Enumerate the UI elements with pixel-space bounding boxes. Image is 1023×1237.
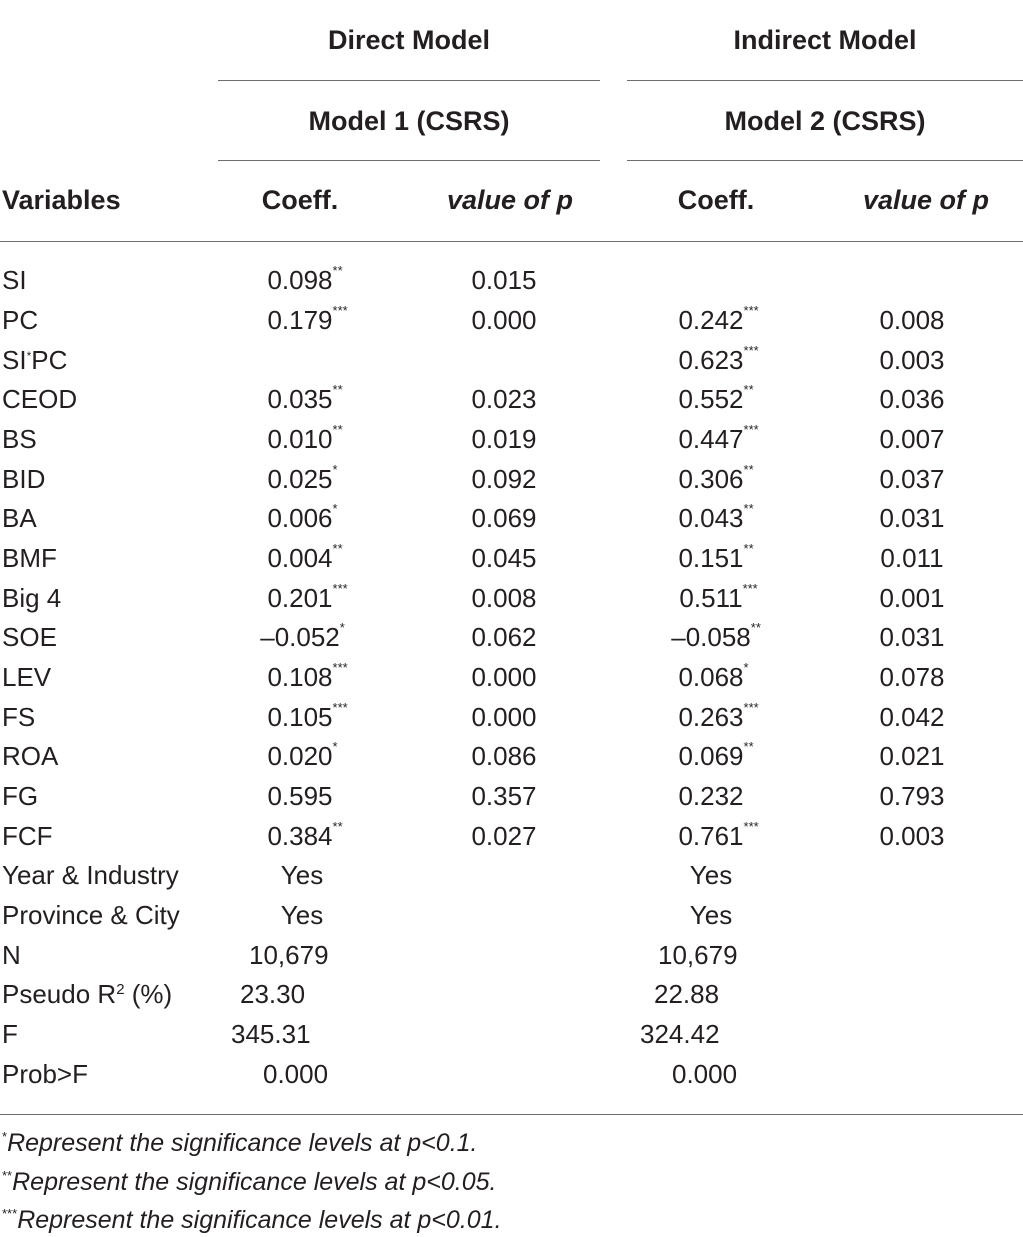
pvalue2-cell: 0.078 [879, 662, 945, 692]
table-row [0, 979, 1023, 1019]
table-row [0, 622, 1023, 662]
coeff2-cell: Yes [689, 860, 733, 890]
table-row [0, 781, 1023, 821]
significance-stars: ** [332, 382, 343, 397]
footnote: ***Represent the significance levels at p<0.01. [2, 1206, 502, 1234]
variables-header: Variables [2, 185, 121, 215]
coeff1-cell: Yes [280, 900, 324, 930]
pvalue1-cell: 0.023 [471, 384, 537, 414]
pvalue1-cell: 0.069 [471, 503, 537, 533]
footnote: **Represent the significance levels at p<0.05. [2, 1168, 497, 1196]
significance-stars: *** [743, 422, 759, 437]
coeff2-cell: 0.306 ** [678, 462, 754, 494]
significance-stars: * [332, 501, 338, 516]
table-row [0, 900, 1023, 940]
coeff2-cell: 0.151 ** [678, 541, 754, 573]
coeff2-cell: 0.000 [672, 1059, 738, 1089]
model2-rule [627, 160, 1023, 161]
significance-stars: * [332, 462, 338, 477]
variable-name: LEV [2, 662, 52, 692]
coeff2-cell: 0.761 *** [678, 819, 759, 851]
significance-stars: *** [332, 581, 348, 596]
variable-name: FS [2, 702, 36, 732]
variable-name: SI*PC [2, 345, 68, 375]
table-row [0, 265, 1023, 305]
coeff1-cell: 0.201 *** [267, 581, 348, 613]
pvalue2-cell: 0.011 [880, 543, 944, 573]
pvalue1-cell: 0.045 [471, 543, 537, 573]
variable-name: SOE [2, 622, 57, 652]
significance-stars: *** [332, 303, 348, 318]
coeff2-cell: 0.068 * [678, 660, 749, 692]
coeff1-cell: 0.020 * [267, 739, 338, 771]
coeff1-cell: –0.052 * [260, 620, 345, 652]
table-row [0, 702, 1023, 742]
coeff1-cell: 0.006 * [267, 501, 338, 533]
table-row [0, 543, 1023, 583]
variable-name: Pseudo $R^2$ (%) [2, 979, 173, 1009]
significance-stars: *** [743, 303, 759, 318]
table-row [0, 662, 1023, 702]
pvalue1-cell: 0.015 [471, 265, 537, 295]
variable-name: BS [2, 424, 37, 454]
table-row [0, 384, 1023, 424]
variable-name: Year & Industry [2, 860, 179, 890]
pvalue1-cell: 0.027 [471, 821, 537, 851]
coeff1-cell: 0.098 ** [267, 263, 343, 295]
table-row [0, 424, 1023, 464]
coeff1-cell: 345.31 [231, 1019, 311, 1049]
table-row [0, 860, 1023, 900]
significance-stars: *** [332, 700, 348, 715]
coeff2-cell: Yes [689, 900, 733, 930]
table-row [0, 464, 1023, 504]
model2-header: Model 2 (CSRS) [724, 106, 926, 136]
table-row [0, 345, 1023, 385]
variable-name: F [2, 1019, 18, 1049]
table-row [0, 1059, 1023, 1099]
pvalue2-cell: 0.003 [879, 821, 945, 851]
coeff1-cell: 10,679 [249, 940, 329, 970]
pvalue1-header: value of p [446, 185, 574, 215]
coeff1-cell: Yes [280, 860, 324, 890]
significance-stars: * [332, 739, 338, 754]
direct-model-header: Direct Model [327, 25, 491, 55]
table-bottom-rule [0, 1114, 1023, 1115]
pvalue1-cell: 0.000 [471, 662, 537, 692]
pvalue2-cell: 0.031 [879, 622, 945, 652]
pvalue2-cell: 0.037 [879, 464, 945, 494]
table-row [0, 583, 1023, 623]
coeff2-header: Coeff. [677, 185, 755, 215]
significance-stars: ** [332, 422, 343, 437]
pvalue2-cell: 0.036 [879, 384, 945, 414]
significance-stars: ** [743, 501, 754, 516]
pvalue1-cell: 0.000 [471, 305, 537, 335]
coeff2-cell: 10,679 [658, 940, 738, 970]
coeff2-cell: 22.88 [654, 979, 720, 1009]
footnote: *Represent the significance levels at p<0.1. [2, 1129, 478, 1157]
coeff2-cell: 0.069 ** [678, 739, 754, 771]
pvalue1-cell: 0.086 [471, 741, 537, 771]
header-bottom-rule [0, 241, 1023, 242]
variable-name: Big 4 [2, 583, 62, 613]
significance-stars: ** [743, 462, 754, 477]
variable-name: FG [2, 781, 39, 811]
coeff1-cell: 0.595 [267, 781, 333, 811]
variable-name: Province & City [2, 900, 180, 930]
coeff2-cell: 0.552 ** [678, 382, 754, 414]
significance-stars: ** [332, 819, 343, 834]
coeff1-cell: 0.004 ** [267, 541, 343, 573]
table-row [0, 503, 1023, 543]
table-row [0, 821, 1023, 861]
coeff2-cell: 0.242 *** [678, 303, 759, 335]
variable-name: FCF [2, 821, 53, 851]
pvalue2-cell: 0.021 [879, 741, 945, 771]
indirect-model-header: Indirect Model [733, 25, 917, 55]
variable-name: CEOD [2, 384, 78, 414]
coeff2-cell: 0.511 *** [679, 581, 758, 613]
pvalue2-header: value of p [862, 185, 990, 215]
significance-stars: ** [743, 382, 754, 397]
pvalue1-cell: 0.000 [471, 702, 537, 732]
significance-stars: *** [743, 819, 759, 834]
pvalue1-cell: 0.019 [471, 424, 537, 454]
coeff2-cell: 0.263 *** [678, 700, 759, 732]
table-row [0, 940, 1023, 980]
coeff1-cell: 0.384 ** [267, 819, 343, 851]
table-row [0, 741, 1023, 781]
pvalue2-cell: 0.007 [879, 424, 945, 454]
indirect-model-rule [627, 80, 1023, 81]
pvalue2-cell: 0.793 [879, 781, 945, 811]
variable-name: N [2, 940, 21, 970]
coeff1-cell: 0.000 [263, 1059, 329, 1089]
pvalue2-cell: 0.003 [879, 345, 945, 375]
coeff1-cell: 0.010 ** [267, 422, 343, 454]
pvalue1-cell: 0.092 [471, 464, 537, 494]
significance-stars: *** [332, 660, 348, 675]
coeff1-cell: 0.105 *** [267, 700, 348, 732]
variable-name: BA [2, 503, 37, 533]
coeff2-cell: 0.043 ** [678, 501, 754, 533]
table-row [0, 305, 1023, 345]
coeff2-cell: 0.447 *** [678, 422, 759, 454]
variable-name: Prob>F [2, 1059, 88, 1089]
significance-stars: *** [743, 700, 759, 715]
pvalue1-cell: 0.008 [471, 583, 537, 613]
significance-stars: ** [750, 620, 761, 635]
pvalue2-cell: 0.042 [879, 702, 945, 732]
variable-name: SI [2, 265, 27, 295]
direct-model-rule [218, 80, 600, 81]
significance-stars: * [743, 660, 749, 675]
coeff2-cell: –0.058 ** [671, 620, 761, 652]
coeff2-cell: 0.623 *** [678, 343, 759, 375]
significance-stars: ** [332, 541, 343, 556]
coeff1-header: Coeff. [261, 185, 339, 215]
coeff1-cell: 0.179 *** [267, 303, 348, 335]
pvalue2-cell: 0.001 [879, 583, 945, 613]
variable-name: BMF [2, 543, 57, 573]
significance-stars: *** [742, 581, 758, 596]
coeff1-cell: 0.035 ** [267, 382, 343, 414]
pvalue1-cell: 0.357 [471, 781, 537, 811]
significance-stars: ** [743, 541, 754, 556]
coeff1-cell: 0.108 *** [267, 660, 348, 692]
coeff2-cell: 0.232 [678, 781, 744, 811]
variable-name: PC [2, 305, 39, 335]
coeff1-cell: 0.025 * [267, 462, 338, 494]
variable-name: BID [2, 464, 46, 494]
coeff1-cell: 23.30 [240, 979, 306, 1009]
pvalue2-cell: 0.031 [879, 503, 945, 533]
pvalue2-cell: 0.008 [879, 305, 945, 335]
model1-rule [218, 160, 600, 161]
table-row [0, 1019, 1023, 1059]
pvalue1-cell: 0.062 [471, 622, 537, 652]
variable-name: ROA [2, 741, 59, 771]
coeff2-cell [608, 265, 814, 296]
coeff2-cell: 324.42 [640, 1019, 720, 1049]
model1-header: Model 1 (CSRS) [308, 106, 510, 136]
significance-stars: *** [743, 343, 759, 358]
significance-stars: ** [332, 263, 343, 278]
significance-stars: ** [743, 739, 754, 754]
coeff1-cell [200, 345, 400, 376]
significance-stars: * [339, 620, 345, 635]
